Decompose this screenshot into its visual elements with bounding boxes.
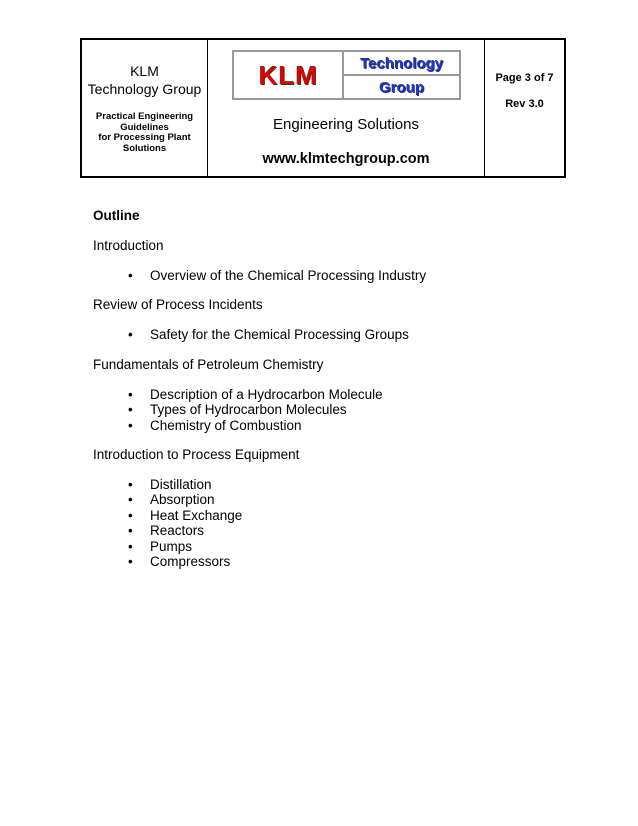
company-name: KLM (130, 63, 159, 79)
list-item (128, 327, 573, 342)
list-item (128, 554, 573, 569)
bullet-icon: • (128, 492, 133, 508)
bullet-icon: • (128, 268, 133, 283)
list-item-text: Pumps (150, 538, 193, 554)
bullet-icon: • (128, 538, 133, 554)
bullet-list (128, 327, 573, 342)
list-item (128, 268, 573, 283)
list-item (128, 539, 573, 554)
bullet-icon: • (128, 523, 133, 539)
logo-cell (208, 40, 485, 176)
website-url: www.klmtechgroup.com (262, 151, 430, 167)
bullet-icon: • (128, 327, 133, 343)
list-item (128, 418, 573, 433)
outline-title: Outline (93, 208, 140, 223)
list-item-text: Distillation (150, 477, 212, 493)
logo-right (344, 52, 459, 98)
list-item (128, 402, 573, 417)
guideline-line: for Processing Plant (98, 132, 191, 143)
list-item (128, 523, 573, 538)
bullet-icon: • (128, 477, 133, 493)
page-number: Page 3 of 7 (495, 72, 554, 84)
logo-technology-text: Technology (344, 52, 459, 76)
list-item-text: Chemistry of Combustion (150, 417, 302, 433)
guideline-line: Practical Engineering (95, 111, 194, 122)
bullet-list (128, 268, 573, 283)
bullet-list (128, 477, 573, 569)
bullet-icon: • (128, 402, 133, 418)
section-heading: Introduction (93, 238, 164, 253)
guideline-line: Solutions (122, 142, 167, 154)
logo-group-text: Group (379, 78, 424, 96)
guideline-line: Guidelines (120, 121, 169, 133)
bullet-icon: • (128, 507, 133, 523)
list-item (128, 492, 573, 507)
list-item-text: Compressors (150, 554, 231, 570)
revision: Rev 3.0 (505, 98, 544, 110)
list-item (128, 508, 573, 523)
list-item-text: Safety for the Chemical Processing Groups (150, 327, 409, 343)
outline-content (93, 208, 573, 583)
list-item-text: Description of a Hydrocarbon Molecule (150, 386, 383, 402)
page-info-cell (485, 40, 564, 176)
bullet-icon: • (128, 417, 133, 433)
company-group: Technology Group (87, 81, 202, 97)
list-item (128, 477, 573, 492)
guideline-title (82, 112, 207, 154)
tagline: Engineering Solutions (273, 116, 419, 133)
list-item-text: Reactors (150, 523, 205, 539)
section-heading: Fundamentals of Petroleum Chemistry (93, 356, 324, 372)
bullet-list (128, 387, 573, 433)
bullet-icon: • (128, 554, 133, 570)
bullet-icon: • (128, 386, 133, 402)
section-heading: Introduction to Process Equipment (93, 447, 300, 463)
klm-logo (232, 50, 461, 100)
list-item-text: Overview of the Chemical Processing Industry (150, 268, 427, 283)
document-header (80, 38, 566, 178)
company-cell (82, 40, 208, 176)
list-item (128, 387, 573, 402)
logo-klm-text: KLM (234, 52, 344, 98)
list-item-text: Types of Hydrocarbon Molecules (150, 402, 347, 418)
list-item-text: Absorption (150, 492, 215, 508)
list-item-text: Heat Exchange (150, 507, 243, 523)
section-heading: Review of Process Incidents (93, 297, 263, 313)
